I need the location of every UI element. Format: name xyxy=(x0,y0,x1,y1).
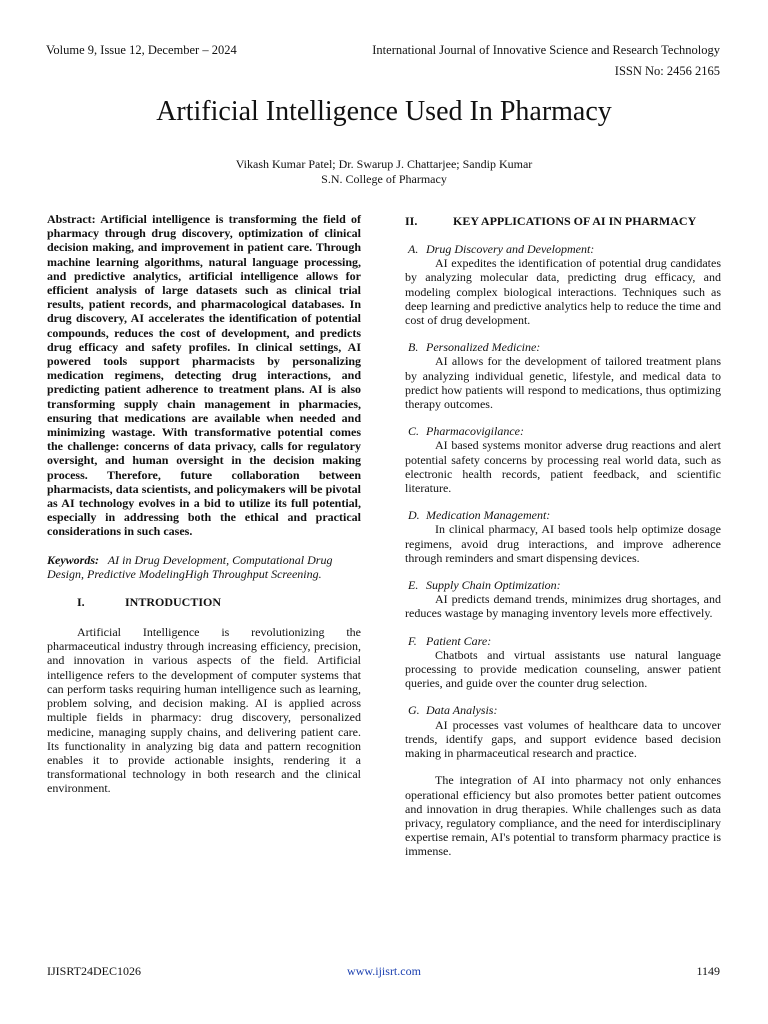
left-column xyxy=(47,212,361,796)
keywords-text: AI in Drug Development, Computational Drug Design, Predictive ModelingHigh Throughput Screening. xyxy=(47,552,333,581)
paper-id: IJISRT24DEC1026 xyxy=(47,964,141,978)
subsection xyxy=(405,242,721,327)
subsection xyxy=(405,703,721,760)
keywords-label: Keywords: xyxy=(47,552,99,567)
authors: Vikash Kumar Patel; Dr. Swarup J. Chattarjee; Sandip Kumar xyxy=(235,157,533,171)
volume-info: Volume 9, Issue 12, December – 2024 xyxy=(46,43,237,57)
subsection-heading: Personalized Medicine: xyxy=(426,340,541,355)
author-block xyxy=(0,157,768,186)
subsection-title xyxy=(405,634,721,648)
subsection-text: Chatbots and virtual assistants use natural language processing to provide medication counseling, answer patient queries, and guide over the counter drug selection. xyxy=(405,647,721,691)
section-title: INTRODUCTION xyxy=(125,595,222,610)
section-number: I. xyxy=(77,595,85,610)
subsection xyxy=(405,340,721,411)
subsection xyxy=(405,424,721,495)
subsection-title xyxy=(405,703,721,717)
subsection-text: In clinical pharmacy, AI based tools help optimize dosage regimens, avoid drug interactions, and improve adherence through reminders and smart dispensing devices. xyxy=(405,522,721,565)
subsection-title xyxy=(405,340,721,354)
affiliation: S.N. College of Pharmacy xyxy=(321,171,447,186)
subsection-letter: A. xyxy=(408,242,419,256)
section-heading-applications xyxy=(405,214,721,228)
introduction-text: Artificial Intelligence is revolutionizing the pharmaceutical industry through increasing efficiency, precision, and innovation in various aspects of the field. Artificial intelligence refers to the development of computer systems that can perform tasks requiring human intelligence such as learning, problem solving, and decision making. AI is applied across multiple fields in pharmacy: drug discovery, personalized medicine, managing supply chains, and delivering patient care. Its functionality in analyzing big data and pattern recognition enables it to provide actionable insights, rendering it a transformational technology in both research and the clinical environment. xyxy=(47,625,361,796)
section-number: II. xyxy=(405,214,418,228)
subsection-text: AI allows for the development of tailored treatment plans by analyzing individual genetic, lifestyle, and medical data to predict how patients will respond to medications, thus optimizing therapy outcomes. xyxy=(405,354,721,412)
keywords xyxy=(47,553,361,581)
subsection-letter: E. xyxy=(408,578,419,593)
subsection-letter: D. xyxy=(408,508,420,523)
subsection-letter: F. xyxy=(408,633,417,648)
subsection-text: AI processes vast volumes of healthcare data to uncover trends, identify gaps, and support evidence based decision making in pharmaceutical research and practice. xyxy=(405,717,721,761)
subsection-text: AI based systems monitor adverse drug reactions and alert potential safety concerns by processing real world data, such as electronic health records, patient feedback, and scientific literature. xyxy=(405,438,721,496)
subsection-title xyxy=(405,424,721,438)
subsection-text: AI expedites the identification of potential drug candidates by analyzing molecular data, predicting drug efficacy, and modeling complex biological interactions. Techniques such as deep learning and predictive analytics help to reduce the time and cost of drug development. xyxy=(405,256,721,328)
page-number: 1149 xyxy=(696,964,720,978)
subsection-heading: Drug Discovery and Development: xyxy=(426,242,595,256)
right-column xyxy=(405,212,721,871)
section-heading-introduction xyxy=(47,595,361,609)
subsection xyxy=(405,634,721,691)
subsection-letter: G. xyxy=(408,703,420,718)
subsection-title xyxy=(405,578,721,592)
subsection-text: AI predicts demand trends, minimizes drug shortages, and reduces wastage by managing inventory levels more effectively. xyxy=(405,592,721,621)
subsection-list xyxy=(405,242,721,760)
subsection xyxy=(405,508,721,565)
journal-name: International Journal of Innovative Science and Research Technology xyxy=(372,43,720,57)
section-title: KEY APPLICATIONS OF AI IN PHARMACY xyxy=(453,214,697,228)
journal-url-link[interactable]: www.ijisrt.com xyxy=(347,964,421,978)
subsection-heading: Medication Management: xyxy=(426,508,551,523)
subsection-letter: C. xyxy=(408,424,420,439)
paper-title: Artificial Intelligence Used In Pharmacy xyxy=(156,96,612,127)
subsection-title xyxy=(405,242,721,256)
subsection-title xyxy=(405,508,721,522)
subsection xyxy=(405,578,721,621)
issn: ISSN No: 2456 2165 xyxy=(614,64,720,78)
subsection-heading: Pharmacovigilance: xyxy=(426,424,524,439)
subsection-heading: Supply Chain Optimization: xyxy=(426,578,561,593)
abstract: Abstract: Artificial intelligence is transforming the field of pharmacy through drug discovery, optimization of clinical decision making, and improvement in patient care. Through machine learning algorithms, natural language processing, and predictive analytics, artificial intelligence allows for efficient analysis of large datasets such as clinical trial results, patient records, and pharmacological databases. In drug discovery, AI accelerates the identification of potential compounds, reduces the cost of development, and predicts drug efficacy and safety profiles. In clinical settings, AI powered tools support pharmacists by personalizing medication regimens, detecting drug interactions, and predicting patient adherence to treatment plans. AI is also transforming supply chain management in pharmacies, ensuring that medications are available when needed and minimizing wastage. With transformative potential comes the challenge: concerns of data privacy, calls for regulatory oversight, and human oversight in the decision making process. Therefore, future collaboration between pharmacists, data scientists, and policymakers will be pivotal as AI technology evolves in a bid to utilize its full potential, especially in addressing both the ethical and practical considerations in such cases. xyxy=(47,212,361,539)
subsection-heading: Patient Care: xyxy=(426,633,492,648)
subsection-letter: B. xyxy=(408,340,419,355)
subsection-heading: Data Analysis: xyxy=(426,703,498,718)
closing-paragraph: The integration of AI into pharmacy not only enhances operational efficiency but also promotes better patient outcomes and innovation in drug therapies. While challenges such as data privacy, regulatory compliance, and the need for interdisciplinary expertise remain, AI's potential to transform pharmacy practice is immense. xyxy=(405,773,721,859)
